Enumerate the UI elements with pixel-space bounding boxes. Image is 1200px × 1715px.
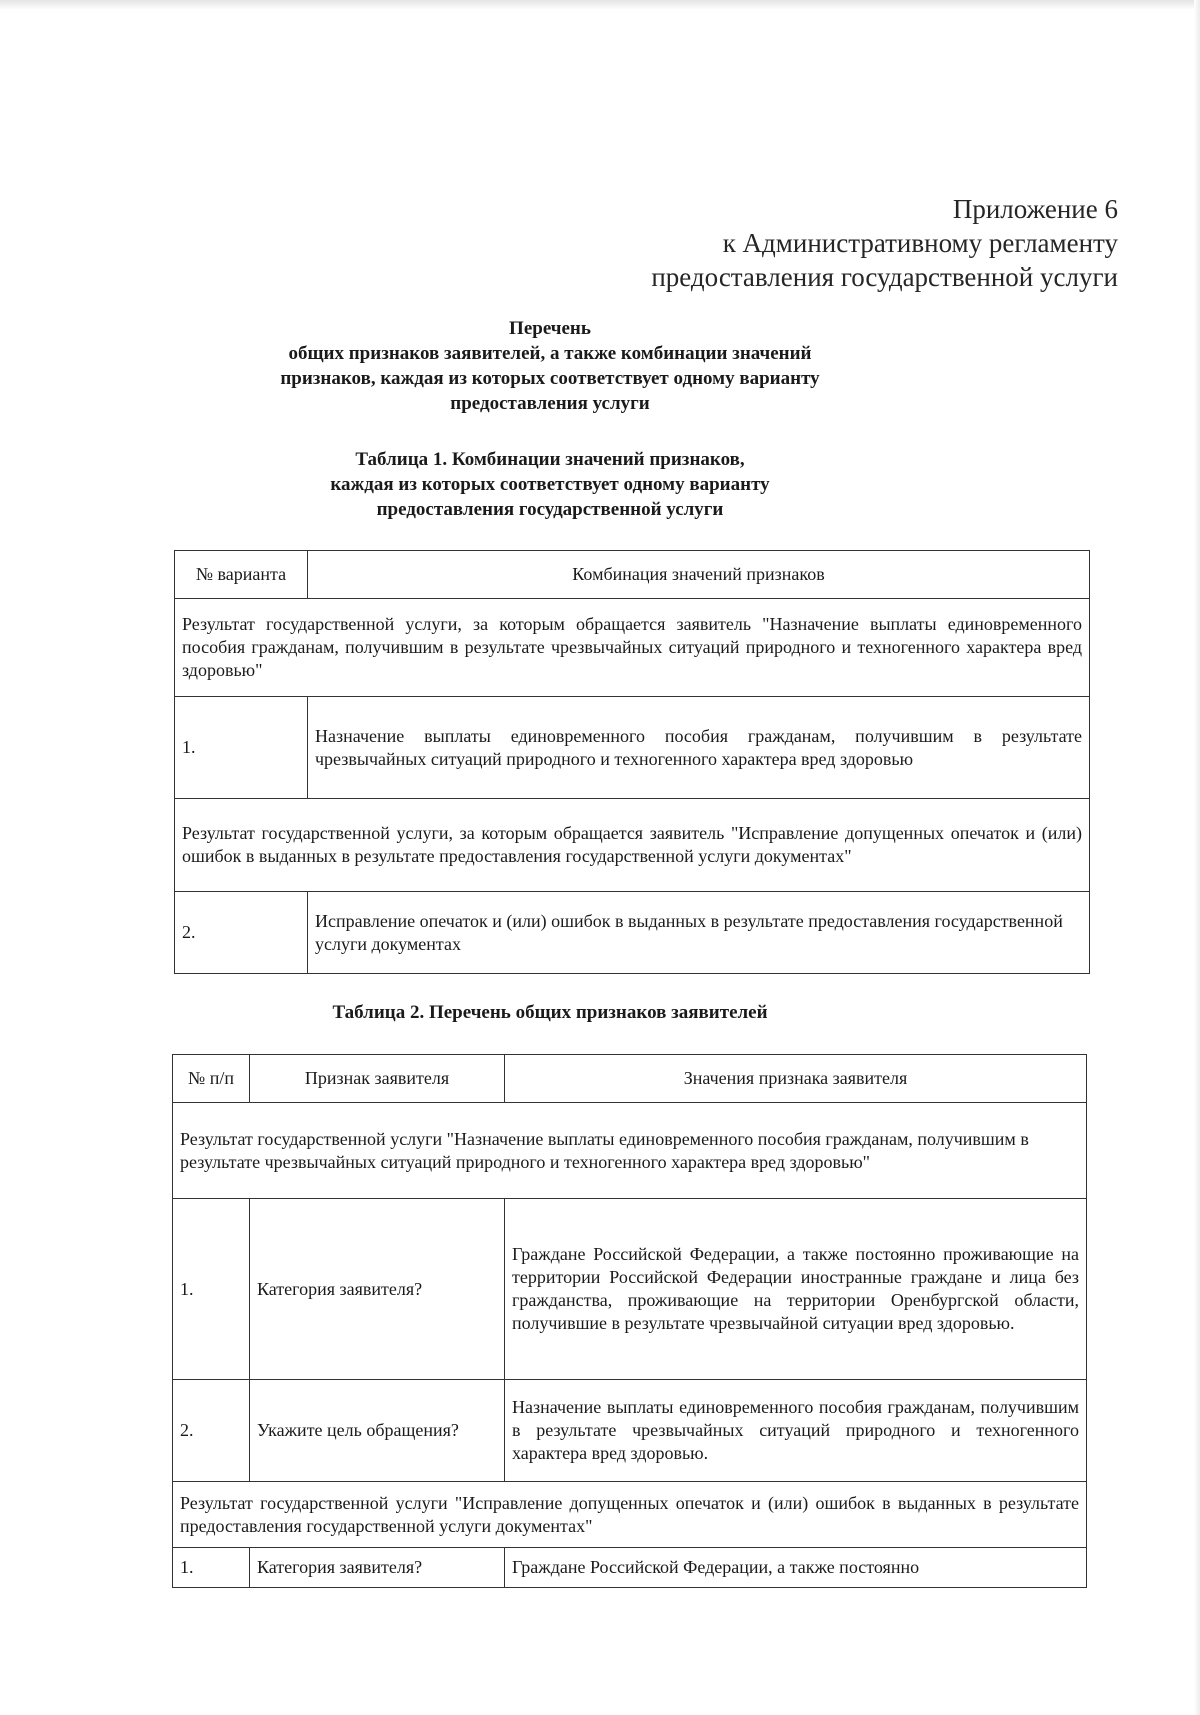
table2-caption [200,1000,900,1025]
result-group-text: Результат государственной услуги, за которым обращается заявитель "Исправление допущенных опечаток и (или) ошибок в выданных в результате предоставления государственной услуги документах" [175,799,1090,892]
table-header-row [175,551,1090,599]
table1-caption-line-3: предоставления государственной услуги [376,499,724,520]
result-group-text: Результат государственной услуги "Назначение выплаты единовременного пособия гражданам, получившим в результате чрезвычайных ситуаций природного и техногенного характера вред здоровью" [173,1103,1087,1199]
variant-combination: Назначение выплаты единовременного пособия гражданам, получившим в результате чрезвычайных ситуаций природного и техногенного характера вред здоровью [308,697,1090,799]
attribute-value: Назначение выплаты единовременного пособия гражданам, получившим в результате чрезвычайных ситуаций природного и техногенного характера вред здоровью. [505,1380,1087,1482]
item-number: 1. [173,1548,250,1588]
header-attribute: Признак заявителя [250,1055,505,1103]
result-group-text: Результат государственной услуги, за которым обращается заявитель "Назначение выплаты единовременного пособия гражданам, получившим в результате чрезвычайных ситуаций природного и техногенного характера вред здоровью" [175,599,1090,697]
scan-right-shadow [1194,0,1200,1715]
result-group-row [175,799,1090,892]
table-row [175,697,1090,799]
variants-table [174,550,1090,974]
table-row [173,1548,1087,1588]
result-group-row [173,1482,1087,1548]
title-line-2: общих признаков заявителей, а также комбинации значений [288,343,812,364]
result-group-text: Результат государственной услуги "Исправление допущенных опечаток и (или) ошибок в выданных в результате предоставления государственной услуги документах" [173,1482,1087,1548]
table1-caption-line-1: Таблица 1. Комбинации значений признаков, [355,449,745,470]
appendix-line-3: предоставления государственной услуги [651,262,1118,292]
table-header-row [173,1055,1087,1103]
table-row [173,1380,1087,1482]
result-group-row [173,1103,1087,1199]
appendix-line-2: к Административному регламенту [722,228,1118,258]
appendix-line-1: Приложение 6 [952,194,1118,224]
header-variant-number: № варианта [175,551,308,599]
title-line-4: предоставления услуги [450,393,650,414]
attributes-table [172,1054,1087,1588]
document-title [200,316,900,416]
variant-combination: Исправление опечаток и (или) ошибок в выданных в результате предоставления государственной услуги документах [308,892,1090,974]
header-attribute-values: Значения признака заявителя [505,1055,1087,1103]
table-row [173,1199,1087,1380]
table1-caption-line-2: каждая из которых соответствует одному варианту [330,474,770,495]
title-line-1: Перечень [509,318,591,339]
appendix-header [651,192,1118,294]
item-number: 2. [173,1380,250,1482]
table2-caption-line: Таблица 2. Перечень общих признаков заявителей [332,1002,768,1023]
title-line-3: признаков, каждая из которых соответствует одному варианту [280,368,820,389]
scan-top-shadow [0,0,1200,10]
result-group-row [175,599,1090,697]
attribute-name: Категория заявителя? [250,1199,505,1380]
table1-caption [200,447,900,522]
attribute-value: Граждане Российской Федерации, а также постоянно проживающие на территории Российской Федерации иностранные граждане и лица без гражданства, проживающие на территории Оренбургской области, получившие в результате чрезвычайной ситуации вред здоровью. [505,1199,1087,1380]
attribute-name: Укажите цель обращения? [250,1380,505,1482]
attribute-value: Граждане Российской Федерации, а также постоянно [505,1548,1087,1588]
header-combination: Комбинация значений признаков [308,551,1090,599]
table-row [175,892,1090,974]
attribute-name: Категория заявителя? [250,1548,505,1588]
variant-number: 2. [175,892,308,974]
variant-number: 1. [175,697,308,799]
item-number: 1. [173,1199,250,1380]
header-item-number: № п/п [173,1055,250,1103]
